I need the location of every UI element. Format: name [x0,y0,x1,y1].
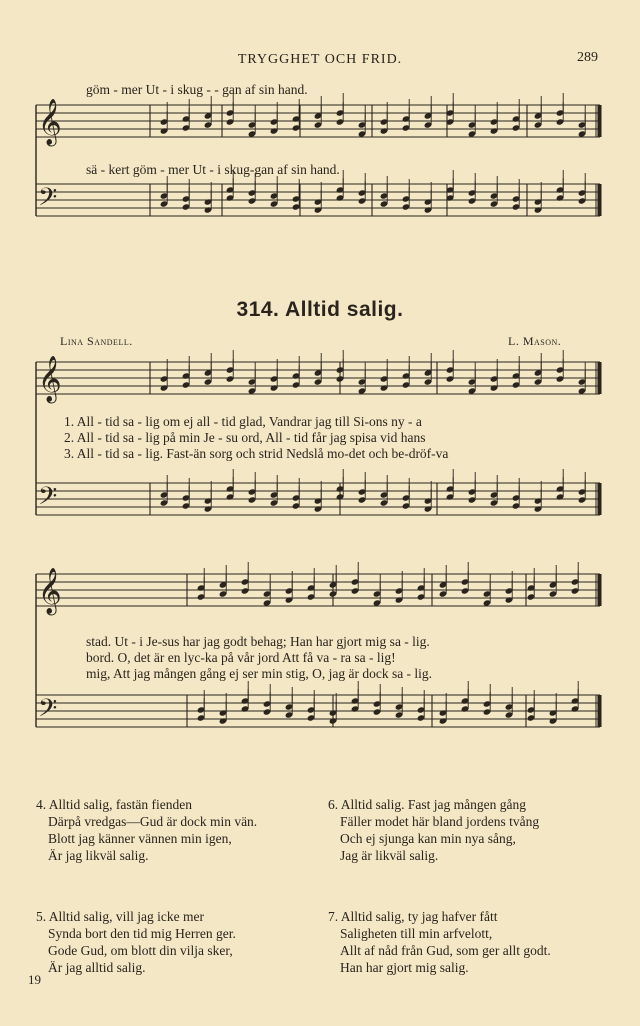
verse-5-line: Gode Gud, om blott din vilja sker, [48,943,233,958]
lyricist: Lina Sandell. [60,334,133,348]
svg-text:𝄢: 𝄢 [38,183,58,218]
verse-5-line: Synda bort den tid mig Herren ger. [48,926,236,941]
top-lyric-lower: sä - kert göm - mer Ut - i skug-gan af sin hand. [86,162,340,177]
verse-7-line: 7. Alltid salig, ty jag hafver fått [328,909,498,924]
svg-text:𝄞: 𝄞 [38,99,62,145]
verse-5-line: Är jag alltid salig. [48,960,146,975]
verse-6 [328,796,539,864]
composer: L. Mason. [508,334,562,348]
svg-text:𝄢: 𝄢 [38,482,58,517]
verse-6-line: Och ej sjunga kan min nya sång, [340,831,516,846]
system1-lyric-3: 3. All - tid sa - lig. Fast-än sorg och strid Nedslå mo-det och be-dröf-va [64,446,449,461]
verse-4-line: Blott jag känner vännen min igen, [48,831,232,846]
signature-mark: 19 [28,972,41,987]
verse-7-line: Han har gjort mig salig. [340,960,469,975]
hymn-title: 314. Alltid salig. [236,298,404,321]
system2-lyric-1: stad. Ut - i Je-sus har jag godt behag; Han har gjort mig sa - lig. [86,634,430,649]
system1-lyric-2: 2. All - tid sa - lig på min Je - su ord, All - tid får jag spisa vid hans [64,430,426,445]
verse-5-line: 5. Alltid salig, vill jag icke mer [36,909,204,924]
verse-5 [36,908,236,976]
verse-6-line: Jag är likväl salig. [340,848,439,863]
verse-6-line: Fäller modet här bland jordens tvång [340,814,540,829]
svg-text:𝄞: 𝄞 [38,568,62,614]
verse-4 [36,796,257,864]
system1-lyric-1: 1. All - tid sa - lig om ej all - tid glad, Vandrar jag till Si-ons ny - a [64,414,422,429]
verse-6-line: 6. Alltid salig. Fast jag mången gång [328,797,526,812]
verse-4-line: Är jag likväl salig. [48,848,149,863]
verse-4-line: 4. Alltid salig, fastän fienden [36,797,192,812]
running-header: TRYGGHET OCH FRID. [237,52,403,67]
top-lyric-upper: göm - mer Ut - i skug - - gan af sin hand. [86,82,308,97]
verse-7 [328,908,551,976]
page-number: 289 [577,50,598,65]
system2-lyric-2: bord. O, det är en lyc-ka på vår jord Att få va - ra sa - lig! [86,650,396,665]
verse-7-line: Allt af nåd från Gud, som ger allt godt. [340,943,551,958]
verse-7-line: Saligheten till min arfvelott, [340,926,493,941]
system2-lyric-3: mig, Att jag mången gång ej ser min stig, O, jag är dock sa - lig. [86,666,433,681]
svg-text:𝄢: 𝄢 [38,694,58,729]
verse-4-line: Därpå vredgas—Gud är dock min vän. [48,814,258,829]
svg-text:𝄞: 𝄞 [38,356,62,402]
